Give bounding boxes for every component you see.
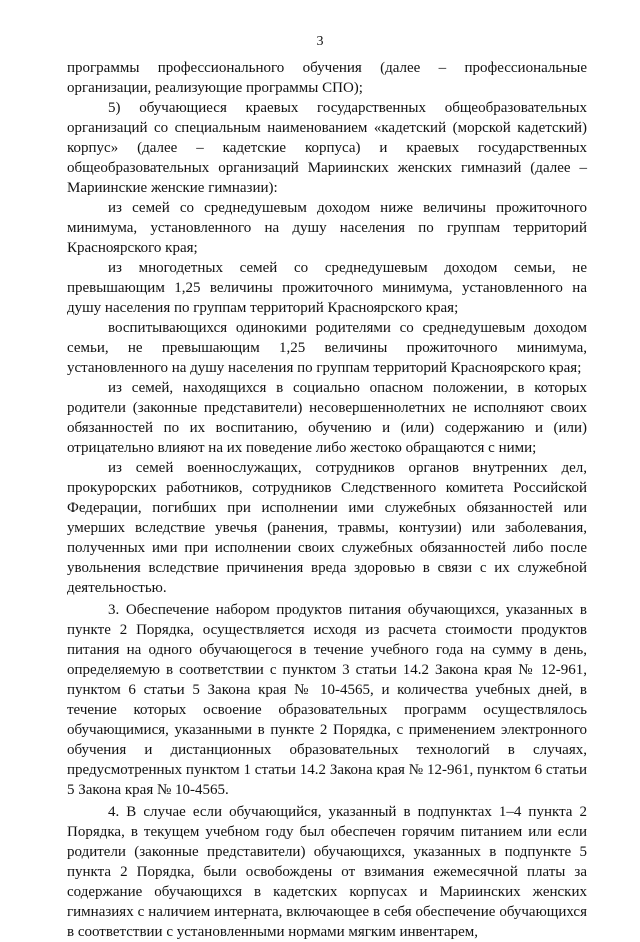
paragraph-large-families: из многодетных семей со среднедушевым доходом семьи, не превышающим 1,25 величины прожиточного минимума, установленного на душу населения по группам территорий Красноярского края; bbox=[67, 260, 587, 316]
paragraph-low-income: из семей со среднедушевым доходом ниже величины прожиточного минимума, установленного на душу населения по группам территорий Красноярского края; bbox=[67, 200, 587, 256]
page-number: 3 bbox=[316, 34, 324, 49]
paragraph-clause-3: 3. Обеспечение набором продуктов питания обучающихся, указанных в пункте 2 Порядка, осуществляется исходя из расчета стоимости продуктов питания на одного обучающегося в течение учебного года на сумму в день, определяемую в соответствии с пунктом 3 статьи 14.2 Закона края № 12-961, пунктом 6 статьи 5 Закона края № 10-4565, и количества учебных дней, в течение которых освоение образовательных программ осуществлялось обучающимися, указанными в пункте 2 Порядка, с применением электронного обучения и дистанционных образовательных технологий в случаях, предусмотренных пунктом 1 статьи 14.2 Закона края № 12-961, пунктом 6 статьи 5 Закона края № 10-4565. bbox=[67, 602, 587, 798]
paragraph-military-families: из семей военнослужащих, сотрудников органов внутренних дел, прокурорских работников, сотрудников Следственного комитета Российской Федерации, погибших при исполнении ими служебных обязанностей или умерших вследствие увечья (ранения, травмы, контузии) или заболевания, полученных ими при исполнении своих служебных обязанностей либо после увольнения вследствие причинения вреда здоровью в связи с их служебной деятельностью. bbox=[67, 460, 587, 596]
document-body bbox=[67, 58, 587, 942]
paragraph-item-5: 5) обучающиеся краевых государственных общеобразовательных организаций со специальным наименованием «кадетский (морской кадетский) корпус» (далее – кадетские корпуса) и краевых государственных общеобразовательных организаций Мариинских женских гимназий (далее – Мариинские женские гимназии): bbox=[67, 100, 587, 196]
paragraph-single-parents: воспитывающихся одинокими родителями со среднедушевым доходом семьи, не превышающим 1,25 величины прожиточного минимума, установленного на душу населения по группам территорий Красноярского края; bbox=[67, 320, 587, 376]
paragraph-dangerous-situation: из семей, находящихся в социально опасном положении, в которых родители (законные представители) несовершеннолетних не исполняют своих обязанностей по их воспитанию, обучению и (или) содержанию и (или) отрицательно влияют на их поведение либо жестоко обращаются с ними; bbox=[67, 380, 587, 456]
paragraph-clause-4: 4. В случае если обучающийся, указанный в подпунктах 1–4 пункта 2 Порядка, в текущем учебном году был обеспечен горячим питанием или если родители (законные представители) обучающихся, указанных в подпункте 5 пункта 2 Порядка, были освобождены от взимания ежемесячной платы за содержание обучающихся в кадетских корпусах и Мариинских женских гимназиях с наличием интерната, включающее в себя обеспечение обучающихся в соответствии с установленными нормами мягким инвентарем, bbox=[67, 804, 587, 940]
paragraph-spo-continuation: программы профессионального обучения (далее – профессиональные организации, реализующие программы СПО); bbox=[67, 60, 587, 96]
